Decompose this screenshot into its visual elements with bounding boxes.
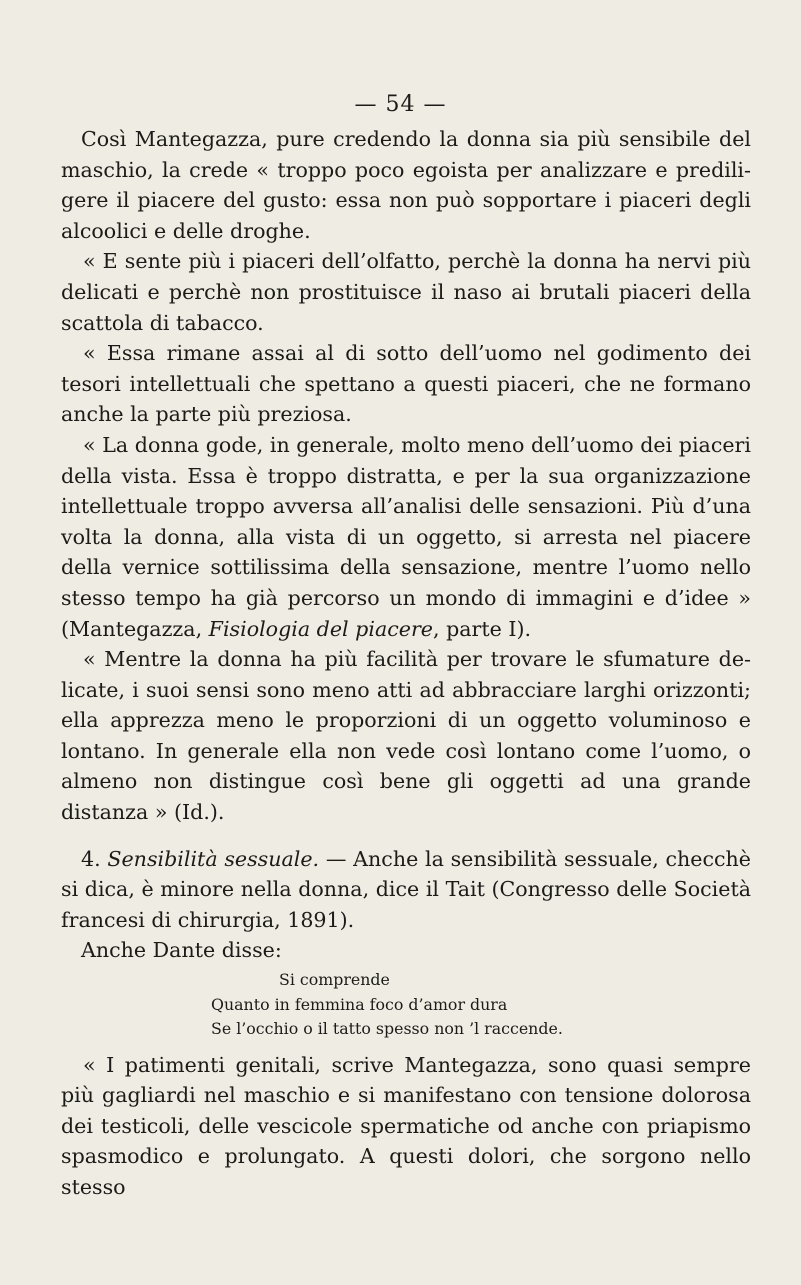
section-sexual-sensitivity <box>61 844 751 936</box>
verse-line: Quanto in femmina foco d’amor dura <box>211 994 508 1014</box>
verse-line: Si comprende <box>279 970 390 990</box>
verse-line: Se l’occhio o il tatto spesso non ’l raccende. <box>211 1019 563 1039</box>
paragraph-mantegazza-taste: Così Mantegazza, pure credendo la donna sia più sensibile del maschio, la crede « troppo poco egoista per analizzare e prediligere il piacere del gusto: essa non può sopportare i piaceri degli alcoolici e delle droghe. <box>61 127 751 243</box>
paragraph-vision <box>61 430 751 644</box>
paragraph-dante-intro: Anche Dante disse: <box>81 938 282 963</box>
section-title: Sensibilità sessuale. <box>107 846 320 871</box>
paragraph-vision-end: , parte I). <box>432 616 532 641</box>
paragraph-olfaction: « E sente più i piaceri dell’olfatto, perchè la donna ha nervi più delicati e perchè non prostituisce il naso ai brutali piaceri della scattola di tabacco. <box>61 249 751 335</box>
paragraph-intellectual-pleasures: « Essa rimane assai al di sotto dell’uomo nel godimento dei tesori intellettuali che spettano a questi piaceri, che ne formano anche la parte più preziosa. <box>61 341 751 427</box>
book-title-citation: Fisiologia del piacere <box>208 616 433 641</box>
page-number: — 54 — <box>354 92 447 117</box>
paragraph-vision-text: « La donna gode, in generale, molto meno dell’uomo dei piaceri della vista. Essa è troppo distratta, e per la sua organizzazione intellettuale troppo avversa all’analisi delle sensazioni. Più d’una volta la donna, alla vista di un oggetto, si arresta nel piacere della vernice sottilissima della sensazione, mentre l’uomo nello stesso tempo ha già percorso un mondo di immagini e d’idee » (Mantegazza, <box>61 432 751 641</box>
section-number: 4. <box>81 846 101 871</box>
paragraph-horizons: « Mentre la donna ha più facilità per trovare le sfumature delicate, i suoi sensi sono meno atti ad abbracciare larghi orizzonti; ella apprezza meno le proporzioni di un oggetto voluminoso e lontano. In generale ella non vede così lontano come l’uomo, o almeno non distingue così bene gli oggetti ad una grande distanza » (Id.). <box>61 647 751 825</box>
body-text <box>61 124 751 1203</box>
paragraph-genital-pain: « I patimenti genitali, scrive Mantegazza, sono quasi sempre più gagliardi nel maschio e si manifestano con tensione dolorosa dei testicoli, delle vescicole spermatiche od anche con priapismo spasmodico e prolungato. A questi dolori, che sorgono nello stesso <box>61 1052 751 1199</box>
section-text: — Anche la sensibilità sessuale, checchè si dica, è minore nella donna, dice il Tait (Congresso delle Società francesi di chirurgia, 1891). <box>61 846 751 932</box>
dante-verse <box>61 968 751 1042</box>
